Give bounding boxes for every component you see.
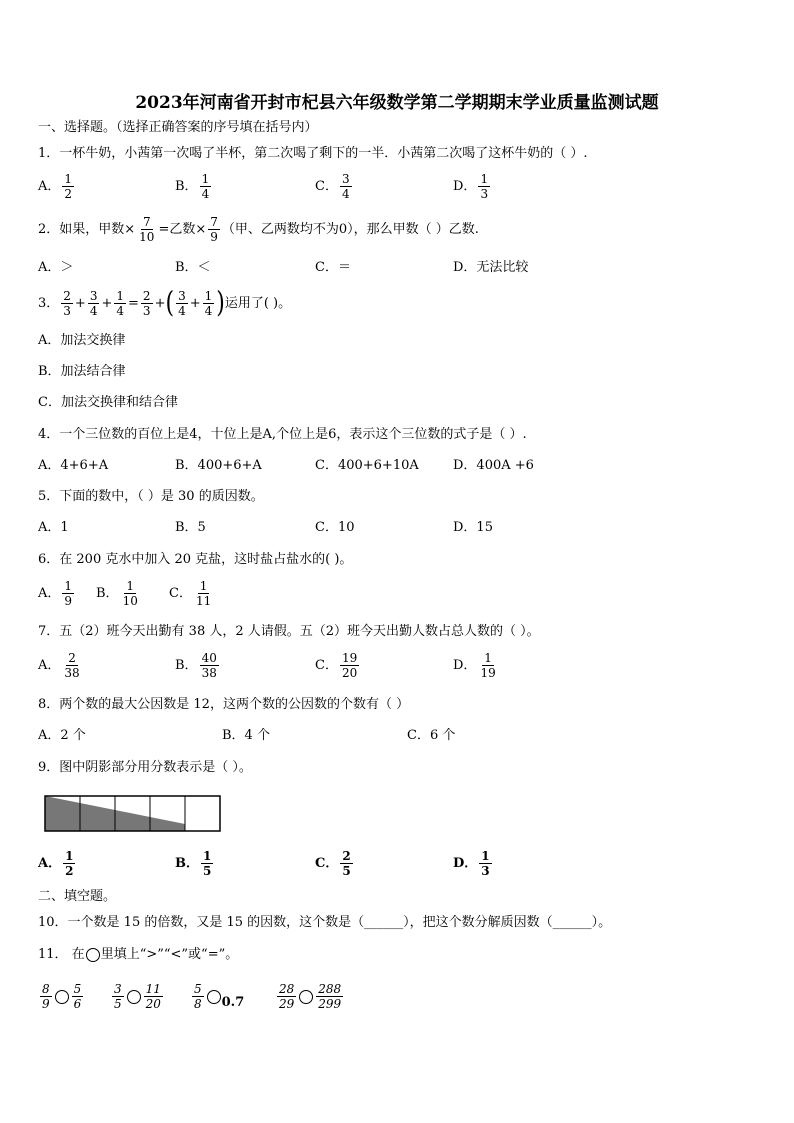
- q4-option-c[interactable]: C．400+6+10A: [315, 458, 419, 473]
- compare-item-1[interactable]: $\frac{8}{9}$ $\frac{5}{6}$: [42, 982, 82, 1011]
- q8-option-b[interactable]: B．4 个: [222, 728, 270, 743]
- q1-option-c[interactable]: C． $\frac{3}{4}$: [315, 172, 350, 201]
- q2-option-b[interactable]: B．＜: [175, 260, 211, 275]
- compare-circle-icon[interactable]: [207, 990, 221, 1004]
- q9-option-d[interactable]: D． $\frac{1}{3}$: [453, 849, 490, 878]
- q3-option-b[interactable]: B．加法结合律: [38, 364, 126, 379]
- q7-option-d[interactable]: D． $\frac{1}{19}$: [453, 651, 496, 680]
- q5-option-d[interactable]: D．15: [453, 520, 493, 535]
- q6-option-a[interactable]: A． $\frac{1}{9}$: [38, 579, 73, 608]
- shaded-bar-figure: [44, 795, 222, 833]
- compare-circle-icon: [86, 948, 100, 962]
- q1-option-a[interactable]: A． $\frac{1}{2}$: [38, 172, 73, 201]
- q8-option-c[interactable]: C．6 个: [407, 728, 456, 743]
- question-4: 4．一个三位数的百位上是4，十位上是A,个位上是6，表示这个三位数的式子是（ ）.: [38, 427, 527, 442]
- q7-option-b[interactable]: B． $\frac{40}{38}$: [175, 651, 217, 680]
- question-3: 3． $\frac{2}{3}$ + $\frac{3}{4}$ + $\frac{1}{4}$ = $\frac{2}{3}$ +( $\frac{3}{4}$ + $\frac{1}{4}$ )运用了( )。: [38, 286, 292, 320]
- question-8: 8．两个数的最大公因数是 12，这两个数的公因数的个数有（ ）: [38, 697, 410, 712]
- q2-option-d[interactable]: D．无法比较: [453, 260, 529, 275]
- compare-circle-icon[interactable]: [55, 990, 69, 1004]
- q7-option-a[interactable]: A． $\frac{2}{38}$: [38, 651, 80, 680]
- q9-option-c[interactable]: C． $\frac{2}{5}$: [315, 849, 351, 878]
- compare-circle-icon[interactable]: [127, 990, 141, 1004]
- section-choice-heading: 一、选择题。（选择正确答案的序号填在括号内）: [38, 120, 318, 135]
- compare-item-2[interactable]: $\frac{3}{5}$ $\frac{11}{20}$: [114, 982, 161, 1011]
- q2-option-a[interactable]: A．＞: [38, 260, 74, 275]
- q6-option-c[interactable]: C． $\frac{1}{11}$: [169, 579, 212, 608]
- question-1: 1．一杯牛奶，小茜第一次喝了半杯，第二次喝了剩下的一半．小茜第二次喝了这杯牛奶的（ ）.: [38, 146, 588, 161]
- question-2: 2．如果，甲数× $\frac{7}{10}$ =乙数× $\frac{7}{9}$ （甲、乙两数均不为0），那么甲数（ ）乙数.: [38, 215, 479, 244]
- question-9: 9．图中阴影部分用分数表示是（ ）。: [38, 760, 252, 775]
- q5-option-b[interactable]: B．5: [175, 520, 206, 535]
- q9-option-b[interactable]: B． $\frac{1}{5}$: [175, 849, 212, 878]
- q4-option-d[interactable]: D．400A +6: [453, 458, 534, 473]
- q4-option-a[interactable]: A．4+6+A: [38, 458, 109, 473]
- q1-option-b[interactable]: B． $\frac{1}{4}$: [175, 172, 210, 201]
- q9-option-a[interactable]: A． $\frac{1}{2}$: [38, 849, 74, 878]
- q5-option-a[interactable]: A．1: [38, 520, 69, 535]
- q1-option-d[interactable]: D． $\frac{1}{3}$: [453, 172, 489, 201]
- q4-option-b[interactable]: B．400+6+A: [175, 458, 262, 473]
- q3-option-c[interactable]: C．加法交换律和结合律: [38, 395, 178, 410]
- question-7: 7．五（2）班今天出勤有 38 人，2 人请假。五（2）班今天出勤人数占总人数的（ ）。: [38, 624, 540, 639]
- question-6: 6．在 200 克水中加入 20 克盐，这时盐占盐水的( )。: [38, 552, 353, 567]
- question-11: 11． 在 里填上“>”“<”或“=”。: [38, 947, 239, 962]
- section-fill-heading: 二、填空题。: [38, 889, 117, 904]
- question-10: 10．一个数是 15 的倍数，又是 15 的因数，这个数是（______），把这个数分解质因数（______）。: [38, 915, 612, 930]
- q3-option-a[interactable]: A．加法交换律: [38, 333, 126, 348]
- page-title: 2023年河南省开封市杞县六年级数学第二学期期末学业质量监测试题: [135, 93, 659, 113]
- compare-circle-icon[interactable]: [299, 990, 313, 1004]
- q2-option-c[interactable]: C．＝: [315, 260, 351, 275]
- q5-option-c[interactable]: C．10: [315, 520, 355, 535]
- question-5: 5．下面的数中，（ ）是 30 的质因数。: [38, 489, 264, 504]
- q6-option-b[interactable]: B． $\frac{1}{10}$: [96, 579, 138, 608]
- compare-item-4[interactable]: $\frac{28}{29}$ $\frac{288}{299}$: [279, 982, 342, 1011]
- compare-item-3[interactable]: $\frac{5}{8}$ 0.7: [194, 982, 245, 1011]
- q7-option-c[interactable]: C． $\frac{19}{20}$: [315, 651, 358, 680]
- q8-option-a[interactable]: A．2 个: [38, 728, 86, 743]
